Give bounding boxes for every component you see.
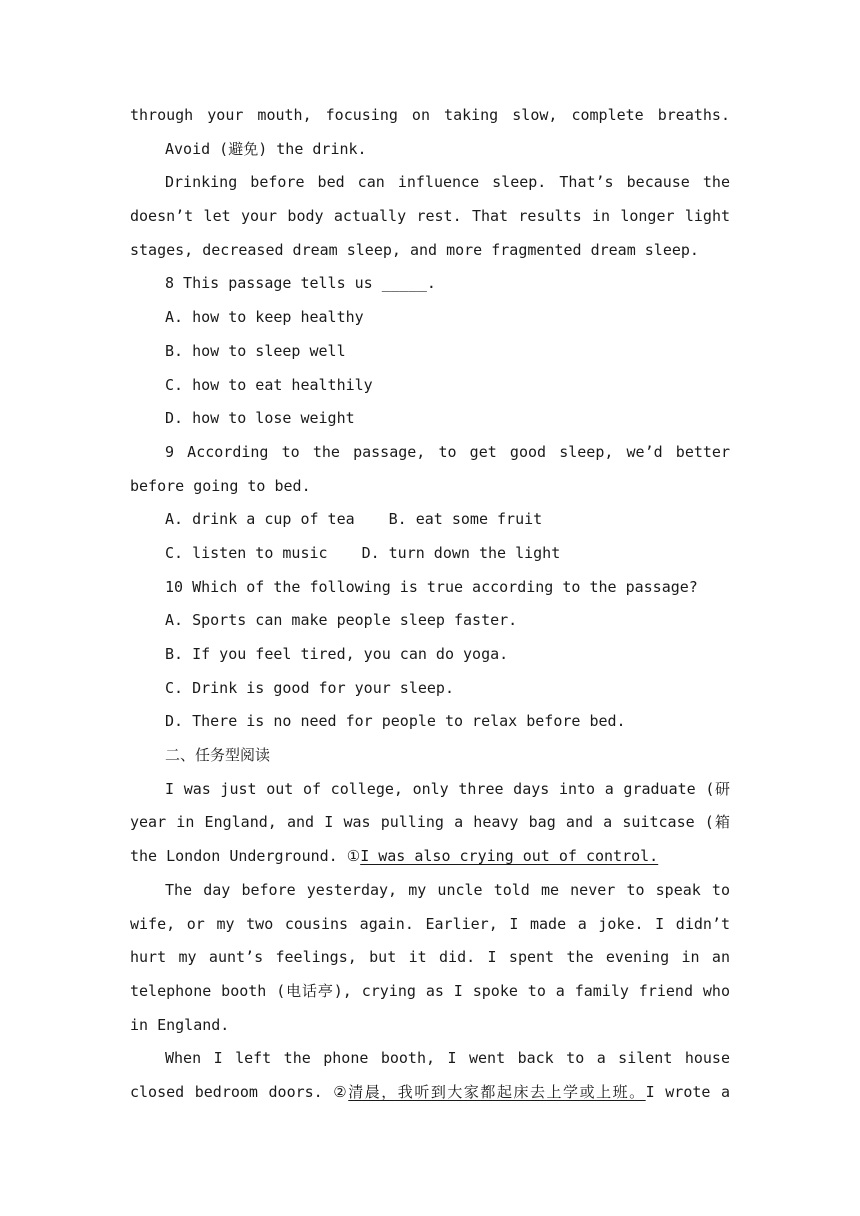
document-page xyxy=(130,99,730,1110)
reading-text: closed bedroom doors. ② xyxy=(130,1082,349,1101)
question-8-option-d: D. how to lose weight xyxy=(165,409,355,428)
reading-line: I was just out of college, only three days into a graduate (研 xyxy=(165,779,730,798)
reading-line xyxy=(130,840,730,874)
reading-line: telephone booth (电话亭), crying as I spoke to a family friend who xyxy=(130,981,730,1000)
question-10-option-d: D. There is no need for people to relax before bed. xyxy=(165,712,626,731)
question-8-option-c: C. how to eat healthily xyxy=(165,375,373,394)
question-9-stem: 9 According to the passage, to get good sleep, we’d better xyxy=(165,442,730,461)
reading-line: When I left the phone booth, I went back to a silent house xyxy=(165,1049,730,1068)
reading-line: in England. xyxy=(130,1015,230,1034)
question-9-option-d: D. turn down the light xyxy=(361,543,561,562)
underlined-sentence-1: I was also crying out of control. xyxy=(360,847,659,866)
section-heading: 二、任务型阅读 xyxy=(165,746,271,765)
passage-subheading: Avoid (避免) the drink. xyxy=(165,139,367,158)
question-10-stem: 10 Which of the following is true according to the passage? xyxy=(165,577,698,596)
reading-line: hurt my aunt’s feelings, but it did. I spent the evening in an xyxy=(130,948,730,967)
reading-text: the London Underground. ① xyxy=(130,847,361,866)
passage-line: doesn’t let your body actually rest. That results in longer light xyxy=(130,207,730,226)
passage-line: Drinking before bed can influence sleep. That’s because the xyxy=(165,173,730,192)
question-8-option-a: A. how to keep healthy xyxy=(165,308,364,327)
question-9-options-row-2 xyxy=(130,537,730,571)
reading-line: wife, or my two cousins again. Earlier, I made a joke. I didn’t xyxy=(130,914,730,933)
reading-text: I wrote a xyxy=(645,1082,730,1101)
question-9-option-b: B. eat some fruit xyxy=(388,510,543,529)
question-9-option-a: A. drink a cup of tea xyxy=(165,510,355,529)
passage-line: through your mouth, focusing on taking slow, complete breaths. xyxy=(130,106,730,124)
reading-line: year in England, and I was pulling a heavy bag and a suitcase (箱 xyxy=(130,813,730,832)
question-9-stem-continued: before going to bed. xyxy=(130,476,311,495)
question-9-option-c: C. listen to music xyxy=(165,543,328,562)
passage-line: stages, decreased dream sleep, and more fragmented dream sleep. xyxy=(130,240,699,259)
reading-line: The day before yesterday, my uncle told me never to speak to xyxy=(165,880,730,899)
question-8-option-b: B. how to sleep well xyxy=(165,341,346,360)
question-10-option-a: A. Sports can make people sleep faster. xyxy=(165,611,518,630)
question-10-option-b: B. If you feel tired, you can do yoga. xyxy=(165,645,509,663)
question-8-stem: 8 This passage tells us _____. xyxy=(165,274,436,293)
question-10-option-c: C. Drink is good for your sleep. xyxy=(165,678,454,697)
underlined-sentence-2: 清晨，我听到大家都起床去上学或上班。 xyxy=(348,1082,646,1101)
question-9-options-row-1 xyxy=(130,503,730,537)
reading-line xyxy=(130,1076,730,1110)
